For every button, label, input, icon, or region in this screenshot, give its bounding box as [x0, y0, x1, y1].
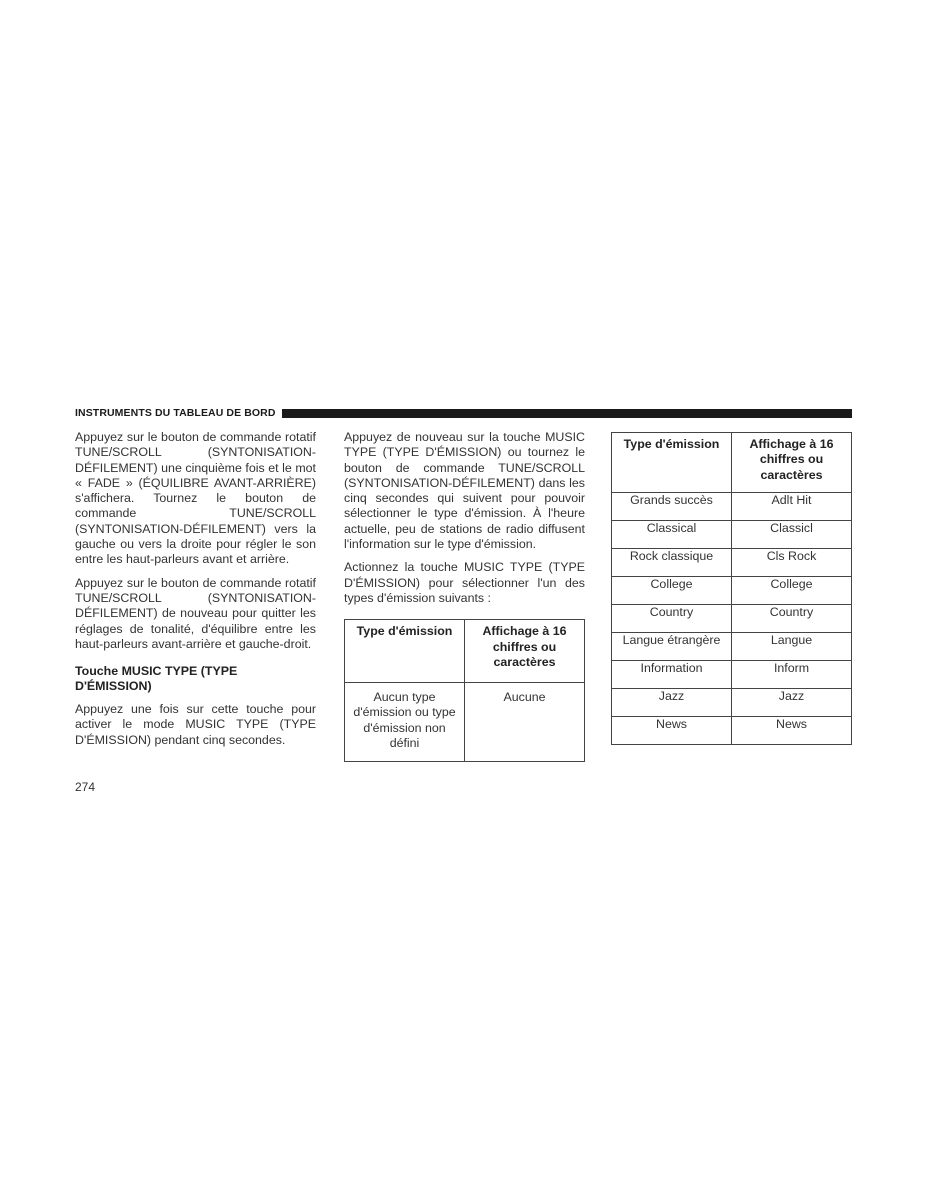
cell-display: Jazz — [732, 688, 852, 716]
section-header — [75, 406, 852, 420]
page-number: 274 — [75, 780, 96, 794]
cell-display: Classicl — [732, 520, 852, 548]
header-display: Affichage à 16 chiffres ou caractères — [465, 620, 585, 683]
cell-type: Aucun type d'émission ou type d'émission non défini — [345, 683, 465, 762]
table-header-row — [345, 620, 585, 683]
header-rule — [282, 409, 852, 418]
paragraph-press-key: Actionnez la touche MUSIC TYPE (TYPE D'ÉMISSION) pour sélectionner l'un des types d'émission suivants : — [344, 560, 585, 605]
table-row — [612, 520, 852, 548]
cell-display: Cls Rock — [732, 548, 852, 576]
column-middle — [344, 430, 585, 762]
cell-type: Classical — [612, 520, 732, 548]
table-no-type — [344, 619, 585, 762]
cell-display: Inform — [732, 660, 852, 688]
cell-display: Adlt Hit — [732, 492, 852, 520]
paragraph-music-type: Appuyez une fois sur cette touche pour activer le mode MUSIC TYPE (TYPE D'ÉMISSION) pendant cinq secondes. — [75, 702, 316, 747]
table-program-types — [611, 432, 852, 745]
paragraph-select-type: Appuyez de nouveau sur la touche MUSIC TYPE (TYPE D'ÉMISSION) ou tournez le bouton de commande TUNE/SCROLL (SYNTONISATION-DÉFILEMENT) dans les cinq secondes qui suivent pour pouvoir sélectionner le type d'émission. À l'heure actuelle, peu de stations de radio diffusent l'information sur le type d'émission. — [344, 430, 585, 552]
table-row — [612, 660, 852, 688]
column-left — [75, 430, 316, 756]
table-row — [612, 604, 852, 632]
table-row — [345, 683, 585, 762]
cell-display: Aucune — [465, 683, 585, 762]
table-header-row — [612, 433, 852, 493]
cell-type: Information — [612, 660, 732, 688]
cell-type: College — [612, 576, 732, 604]
section-title: INSTRUMENTS DU TABLEAU DE BORD — [75, 407, 276, 419]
cell-type: News — [612, 716, 732, 744]
header-display: Affichage à 16 chiffres ou caractères — [732, 433, 852, 493]
cell-type: Langue étrangère — [612, 632, 732, 660]
table-row — [612, 548, 852, 576]
cell-display: College — [732, 576, 852, 604]
music-type-heading: Touche MUSIC TYPE (TYPE D'ÉMISSION) — [75, 664, 238, 694]
paragraph-fade: Appuyez sur le bouton de commande rotatif TUNE/SCROLL (SYNTONISATION-DÉFILEMENT) une cinquième fois et le mot « FADE » (ÉQUILIBRE AVANT-ARRIÈRE) s'affichera. Tournez le bouton de commande TUNE/SCROLL (SYNTONISATION-DÉFILEMENT) vers la gauche ou vers la droite pour régler le son entre les haut-parleurs avant et arrière. — [75, 430, 316, 567]
table-row — [612, 492, 852, 520]
table-row — [612, 716, 852, 744]
cell-type: Jazz — [612, 688, 732, 716]
cell-type: Country — [612, 604, 732, 632]
cell-type: Grands succès — [612, 492, 732, 520]
paragraph-exit-settings: Appuyez sur le bouton de commande rotatif TUNE/SCROLL (SYNTONISATION-DÉFILEMENT) de nouveau pour quitter les réglages de tonalité, d'équilibre entre les haut-parleurs avant-arrière et gauche-droit. — [75, 575, 316, 651]
cell-display: Langue — [732, 632, 852, 660]
cell-type: Rock classique — [612, 548, 732, 576]
table-row — [612, 576, 852, 604]
header-type: Type d'émission — [345, 620, 465, 683]
cell-display: Country — [732, 604, 852, 632]
table-row — [612, 688, 852, 716]
cell-display: News — [732, 716, 852, 744]
header-type: Type d'émission — [612, 433, 732, 493]
table-row — [612, 632, 852, 660]
